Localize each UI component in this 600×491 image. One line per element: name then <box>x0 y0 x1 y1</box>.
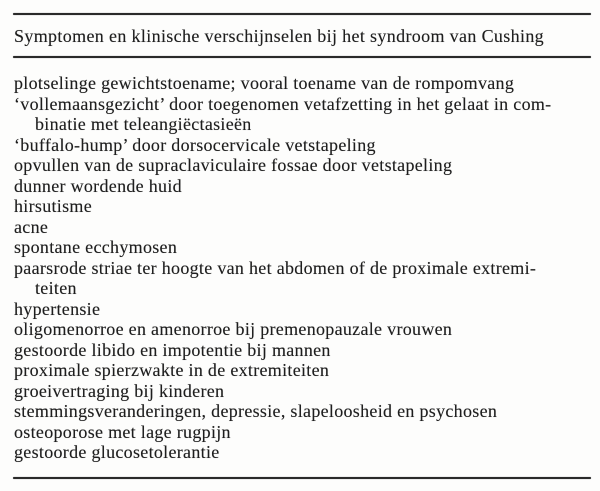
symptom-line: proximale spierzwakte in de extremiteiten <box>14 360 330 380</box>
symptom-line: opvullen van de supraclaviculaire fossae door vetstapeling <box>14 155 453 175</box>
symptom-line: paarsrode striae ter hoogte van het abdomen of de proximale extremi- <box>14 257 537 278</box>
symptom-line: acne <box>14 216 49 237</box>
symptom-line: osteoporose met lage rugpijn <box>14 421 231 442</box>
symptom-line: oligomenorroe en amenorroe bij premenopauzale vrouwen <box>14 319 453 339</box>
table-bottom-rule <box>13 477 591 479</box>
symptom-line: stemmingsveranderingen, depressie, slapeloosheid en psychosen <box>14 401 498 421</box>
symptom-line: groeivertraging bij kinderen <box>14 380 225 401</box>
symptom-line: dunner wordende huid <box>14 175 182 196</box>
symptom-line: ‘vollemaansgezicht’ door toegenomen vetafzetting in het gelaat in com- <box>14 93 552 114</box>
symptom-line: ‘buffalo-hump’ door dorsocervicale vetstapeling <box>14 134 376 155</box>
symptom-list <box>13 58 591 463</box>
symptom-line: spontane ecchymosen <box>14 237 178 257</box>
symptom-line: binatie met teleangiëctasieën <box>35 114 252 134</box>
symptom-line: gestoorde libido en impotentie bij mannen <box>14 339 331 360</box>
symptom-line: plotselinge gewichtstoename; vooral toename van de rompomvang <box>14 73 515 93</box>
symptom-line: hypertensie <box>14 298 101 319</box>
table-title: Symptomen en klinische verschijnselen bij het syndroom van Cushing <box>14 26 545 46</box>
symptom-line: gestoorde glucosetolerantie <box>14 442 220 462</box>
symptom-line: teiten <box>35 278 77 298</box>
symptom-line: hirsutisme <box>14 196 92 216</box>
